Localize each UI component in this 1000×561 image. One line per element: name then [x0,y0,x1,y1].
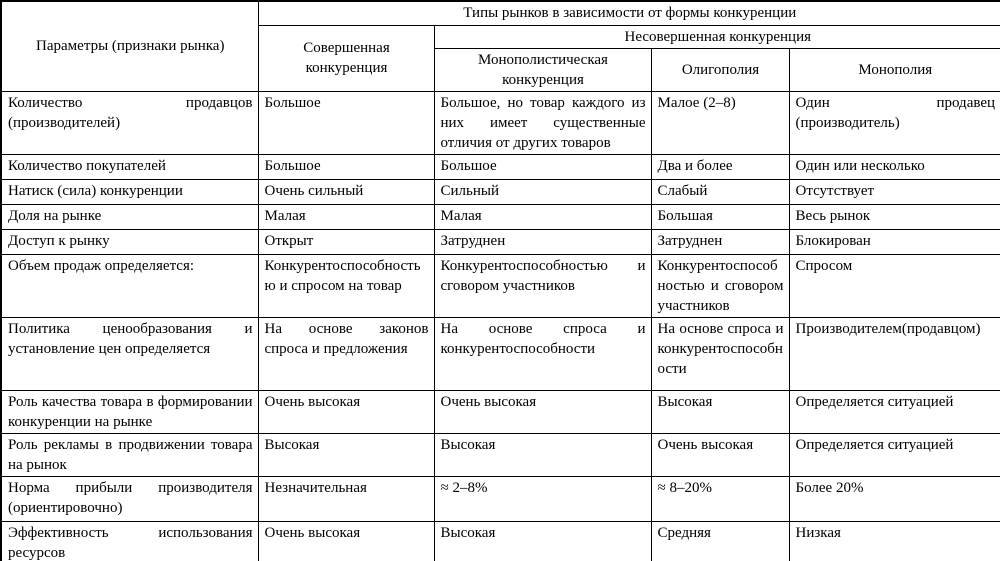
param-cell: Доля на рынке [1,204,258,229]
param-cell: Объем продаж определяется: [1,254,258,317]
value-cell: Низкая [789,521,1000,561]
value-cell: Очень высокая [258,521,434,561]
value-cell: Конкурентоспособностью и сговором участников [434,254,651,317]
value-cell: Блокирован [789,229,1000,254]
perfect-competition-header-cell: Совершенная конкуренция [258,25,434,91]
value-cell: На основе спроса и конкурентоспособности [651,317,789,390]
value-cell: Сильный [434,179,651,204]
corner-header-cell: Параметры (признаки рынка) [1,1,258,91]
imperfect-competition-header-cell: Несовершенная конкуренция [434,25,1000,48]
table-row [1,254,1000,317]
value-cell: Большое [434,154,651,179]
table-row [1,390,1000,433]
monopoly-header-cell: Монополия [789,48,1000,91]
value-cell: Очень высокая [651,433,789,476]
value-cell: Очень высокая [434,390,651,433]
value-cell: На основе спроса и конкурентоспособности [434,317,651,390]
value-cell: Спросом [789,254,1000,317]
value-cell: Малая [434,204,651,229]
value-cell: Малое (2–8) [651,91,789,154]
param-cell: Роль рекламы в продвижении товара на рынок [1,433,258,476]
value-cell: Определяется ситуацией [789,390,1000,433]
value-cell: Средняя [651,521,789,561]
value-cell: Большое, но товар каждого из них имеет существенные отличия от других товаров [434,91,651,154]
monopolistic-competition-header-cell: Монополистическая конкуренция [434,48,651,91]
value-cell: Очень высокая [258,390,434,433]
value-cell: Высокая [434,521,651,561]
value-cell: Весь рынок [789,204,1000,229]
table-row [1,433,1000,476]
value-cell: Малая [258,204,434,229]
table-row [1,521,1000,561]
value-cell: На основе законов спроса и предложения [258,317,434,390]
param-cell: Роль качества товара в формировании конкуренции на рынке [1,390,258,433]
table-row [1,204,1000,229]
oligopoly-header-cell: Олигополия [651,48,789,91]
span-header-cell: Типы рынков в зависимости от формы конкуренции [258,1,1000,25]
value-cell: Один или несколько [789,154,1000,179]
value-cell: Более 20% [789,476,1000,521]
table-row [1,91,1000,154]
value-cell: Очень сильный [258,179,434,204]
value-cell: Слабый [651,179,789,204]
table-row [1,154,1000,179]
value-cell: Два и более [651,154,789,179]
param-cell: Политика ценообразования и установление цен определяется [1,317,258,390]
value-cell: ≈ 2–8% [434,476,651,521]
value-cell: Определяется ситуацией [789,433,1000,476]
value-cell: Открыт [258,229,434,254]
value-cell: Большая [651,204,789,229]
param-cell: Эффективность использования ресурсов [1,521,258,561]
table-row [1,179,1000,204]
param-cell: Норма прибыли производителя (ориентировочно) [1,476,258,521]
value-cell: Производителем(продавцом) [789,317,1000,390]
value-cell: Высокая [258,433,434,476]
value-cell: Незначительная [258,476,434,521]
table-row [1,317,1000,390]
value-cell: Отсутствует [789,179,1000,204]
value-cell: ≈ 8–20% [651,476,789,521]
value-cell: Один продавец (производитель) [789,91,1000,154]
param-cell: Доступ к рынку [1,229,258,254]
value-cell: Большое [258,154,434,179]
value-cell: Затруднен [651,229,789,254]
table-row [1,229,1000,254]
param-cell: Натиск (сила) конкуренции [1,179,258,204]
value-cell: Большое [258,91,434,154]
param-cell: Количество продавцов (производителей) [1,91,258,154]
value-cell: Высокая [434,433,651,476]
value-cell: Конкурентоспособностью и спросом на товар [258,254,434,317]
value-cell: Высокая [651,390,789,433]
param-cell: Количество покупателей [1,154,258,179]
value-cell: Конкурентоспособностью и сговором участников [651,254,789,317]
value-cell: Затруднен [434,229,651,254]
table-row [1,476,1000,521]
header-row-top [1,1,1000,25]
